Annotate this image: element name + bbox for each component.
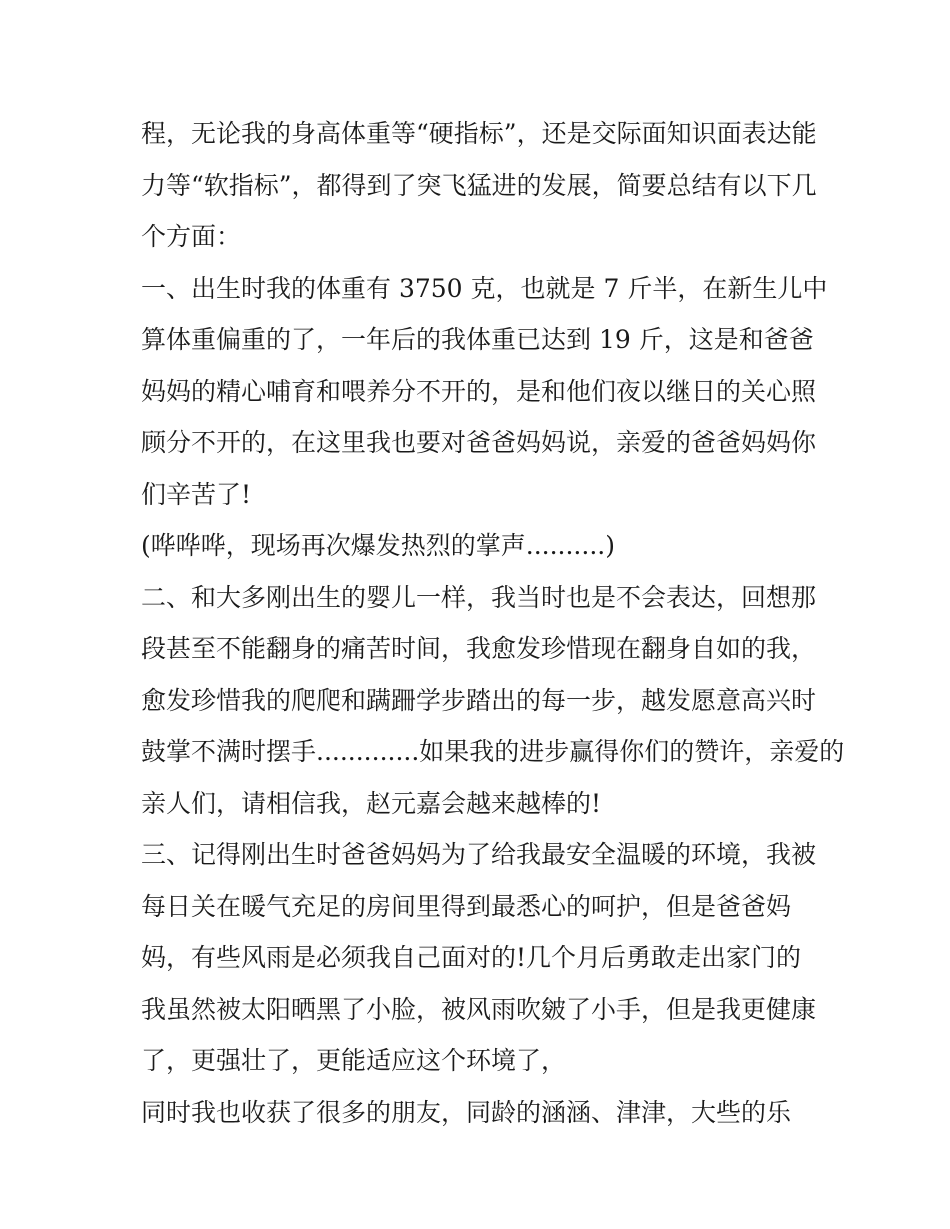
text-line: 算体重偏重的了，一年后的我体重已达到 19 斤，这是和爸爸 [141, 325, 814, 354]
text-line: 三、记得刚出生时爸爸妈妈为了给我最安全温暖的环境，我被 [141, 840, 817, 869]
text-line: 我虽然被太阳晒黑了小脸，被风雨吹皴了小手，但是我更健康 [141, 994, 817, 1024]
text-line: 程，无论我的身高体重等“硬指标”，还是交际面知识面表达能 [141, 119, 817, 148]
text-line: 段甚至不能翻身的痛苦时间，我愈发珍惜现在翻身自如的我， [141, 634, 817, 663]
text-line: 愈发珍惜我的爬爬和蹒跚学步踏出的每一步，越发愿意高兴时 [141, 685, 817, 715]
text-line: 一、出生时我的体重有 3750 克，也就是 7 斤半，在新生儿中 [141, 273, 828, 303]
text-line: 妈妈的精心哺育和喂养分不开的，是和他们夜以继日的关心照 [141, 376, 817, 406]
text-line: 了，更强壮了，更能适应这个环境了， [141, 1046, 567, 1075]
text-line: 顾分不开的，在这里我也要对爸爸妈妈说，亲爱的爸爸妈妈你 [141, 428, 817, 457]
text-line: 亲人们，请相信我，赵元嘉会越来越棒的! [141, 788, 602, 818]
text-line: 每日关在暖气充足的房间里得到最悉心的呵护，但是爸爸妈 [141, 891, 792, 921]
text-line: 妈，有些风雨是必须我自己面对的!几个月后勇敢走出家门的 [141, 943, 802, 972]
document-body [141, 108, 845, 1138]
text-line: 同时我也收获了很多的朋友，同龄的涵涵、津津，大些的乐 [141, 1097, 792, 1127]
text-line: 鼓掌不满时摆手.............如果我的进步赢得你们的赞许，亲爱的 [141, 737, 845, 766]
text-line: 个方面： [141, 222, 242, 251]
text-line: 二、和大多刚出生的婴儿一样，我当时也是不会表达，回想那 [141, 582, 817, 612]
text-line: 们辛苦了! [141, 479, 252, 509]
text-line: 力等“软指标”，都得到了突飞猛进的发展，简要总结有以下几 [141, 170, 817, 200]
text-line: (哗哗哗，现场再次爆发热烈的掌声..........) [141, 531, 615, 560]
